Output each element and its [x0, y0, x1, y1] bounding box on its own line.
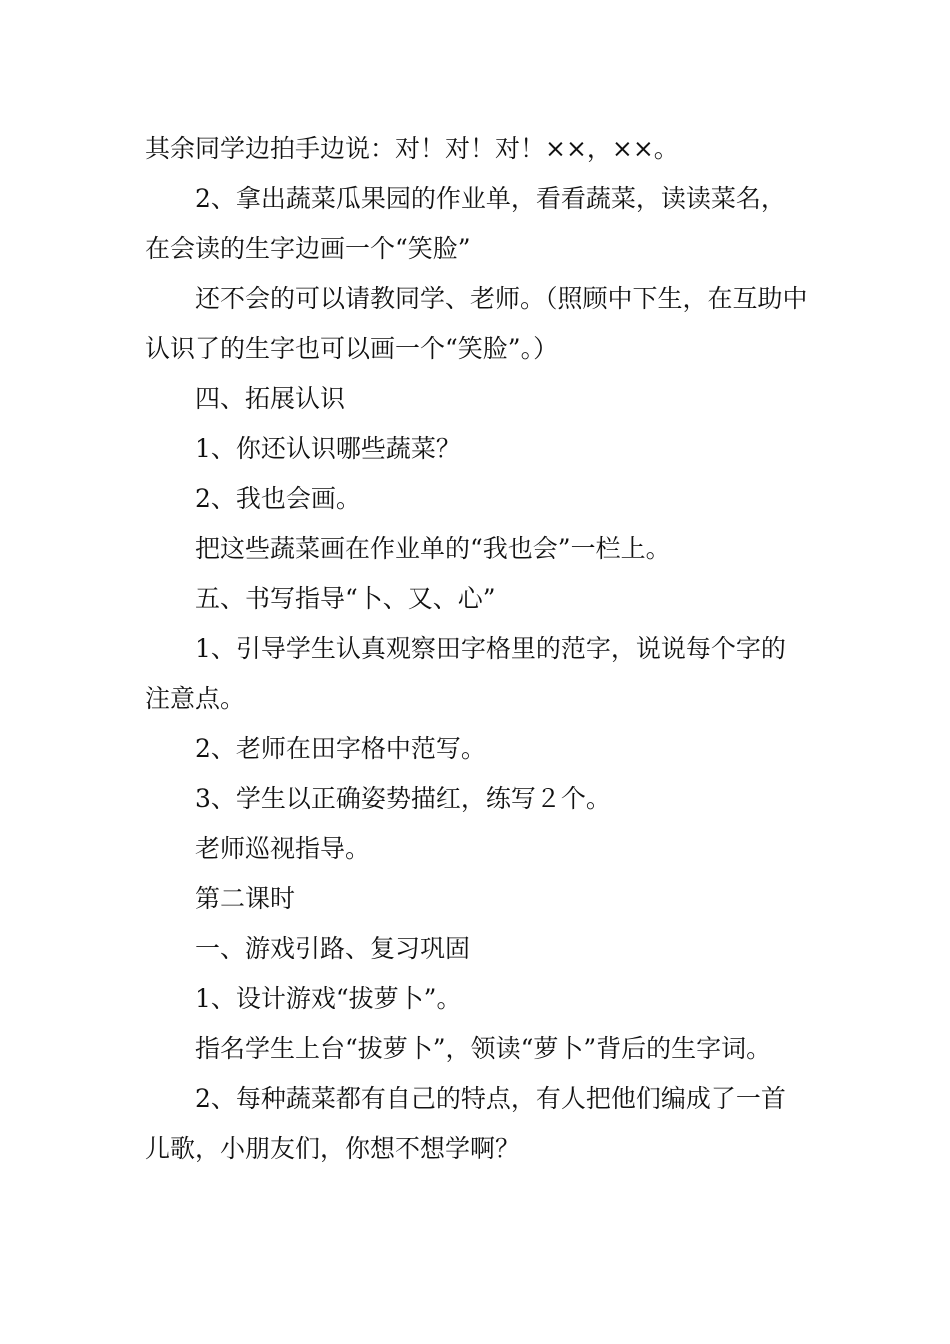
- paragraph-16: 指名学生上台“拔萝卜”，领读“萝卜”背后的生字词。: [195, 1034, 772, 1063]
- paragraph-17: 2、每种蔬菜都有自己的特点，有人把他们编成了一首儿歌，小朋友们，你想不想学啊？: [145, 1084, 786, 1163]
- paragraph-7: 把这些蔬菜画在作业单的“我也会”一栏上。: [195, 534, 671, 563]
- section-heading-1: 一、游戏引路、复习巩固: [195, 934, 471, 963]
- section-heading-4: 四、拓展认识: [195, 384, 346, 413]
- paragraph-2: 2、拿出蔬菜瓜果园的作业单，看看蔬菜，读读菜名，在会读的生字边画一个“笑脸”: [145, 184, 786, 263]
- document-body: [145, 124, 810, 1174]
- paragraph-10: 2、老师在田字格中范写。: [195, 734, 486, 763]
- paragraph-6: 2、我也会画。: [195, 484, 361, 513]
- section-heading-5: 五、书写指导“卜、又、心”: [195, 584, 496, 613]
- paragraph-11: 3、学生以正确姿势描红，练写２个。: [195, 784, 611, 813]
- paragraph-1: 其余同学边拍手边说：对！对！对！××，××。: [145, 134, 679, 163]
- lesson-heading: 第二课时: [195, 884, 296, 913]
- paragraph-9: 1、引导学生认真观察田字格里的范字，说说每个字的注意点。: [145, 634, 786, 713]
- paragraph-15: 1、设计游戏“拔萝卜”。: [195, 984, 462, 1013]
- paragraph-12: 老师巡视指导。: [195, 834, 371, 863]
- paragraph-3: 还不会的可以请教同学、老师。（照顾中下生，在互助中认识了的生字也可以画一个“笑脸”。）: [145, 284, 808, 363]
- paragraph-5: 1、你还认识哪些蔬菜？: [195, 434, 461, 463]
